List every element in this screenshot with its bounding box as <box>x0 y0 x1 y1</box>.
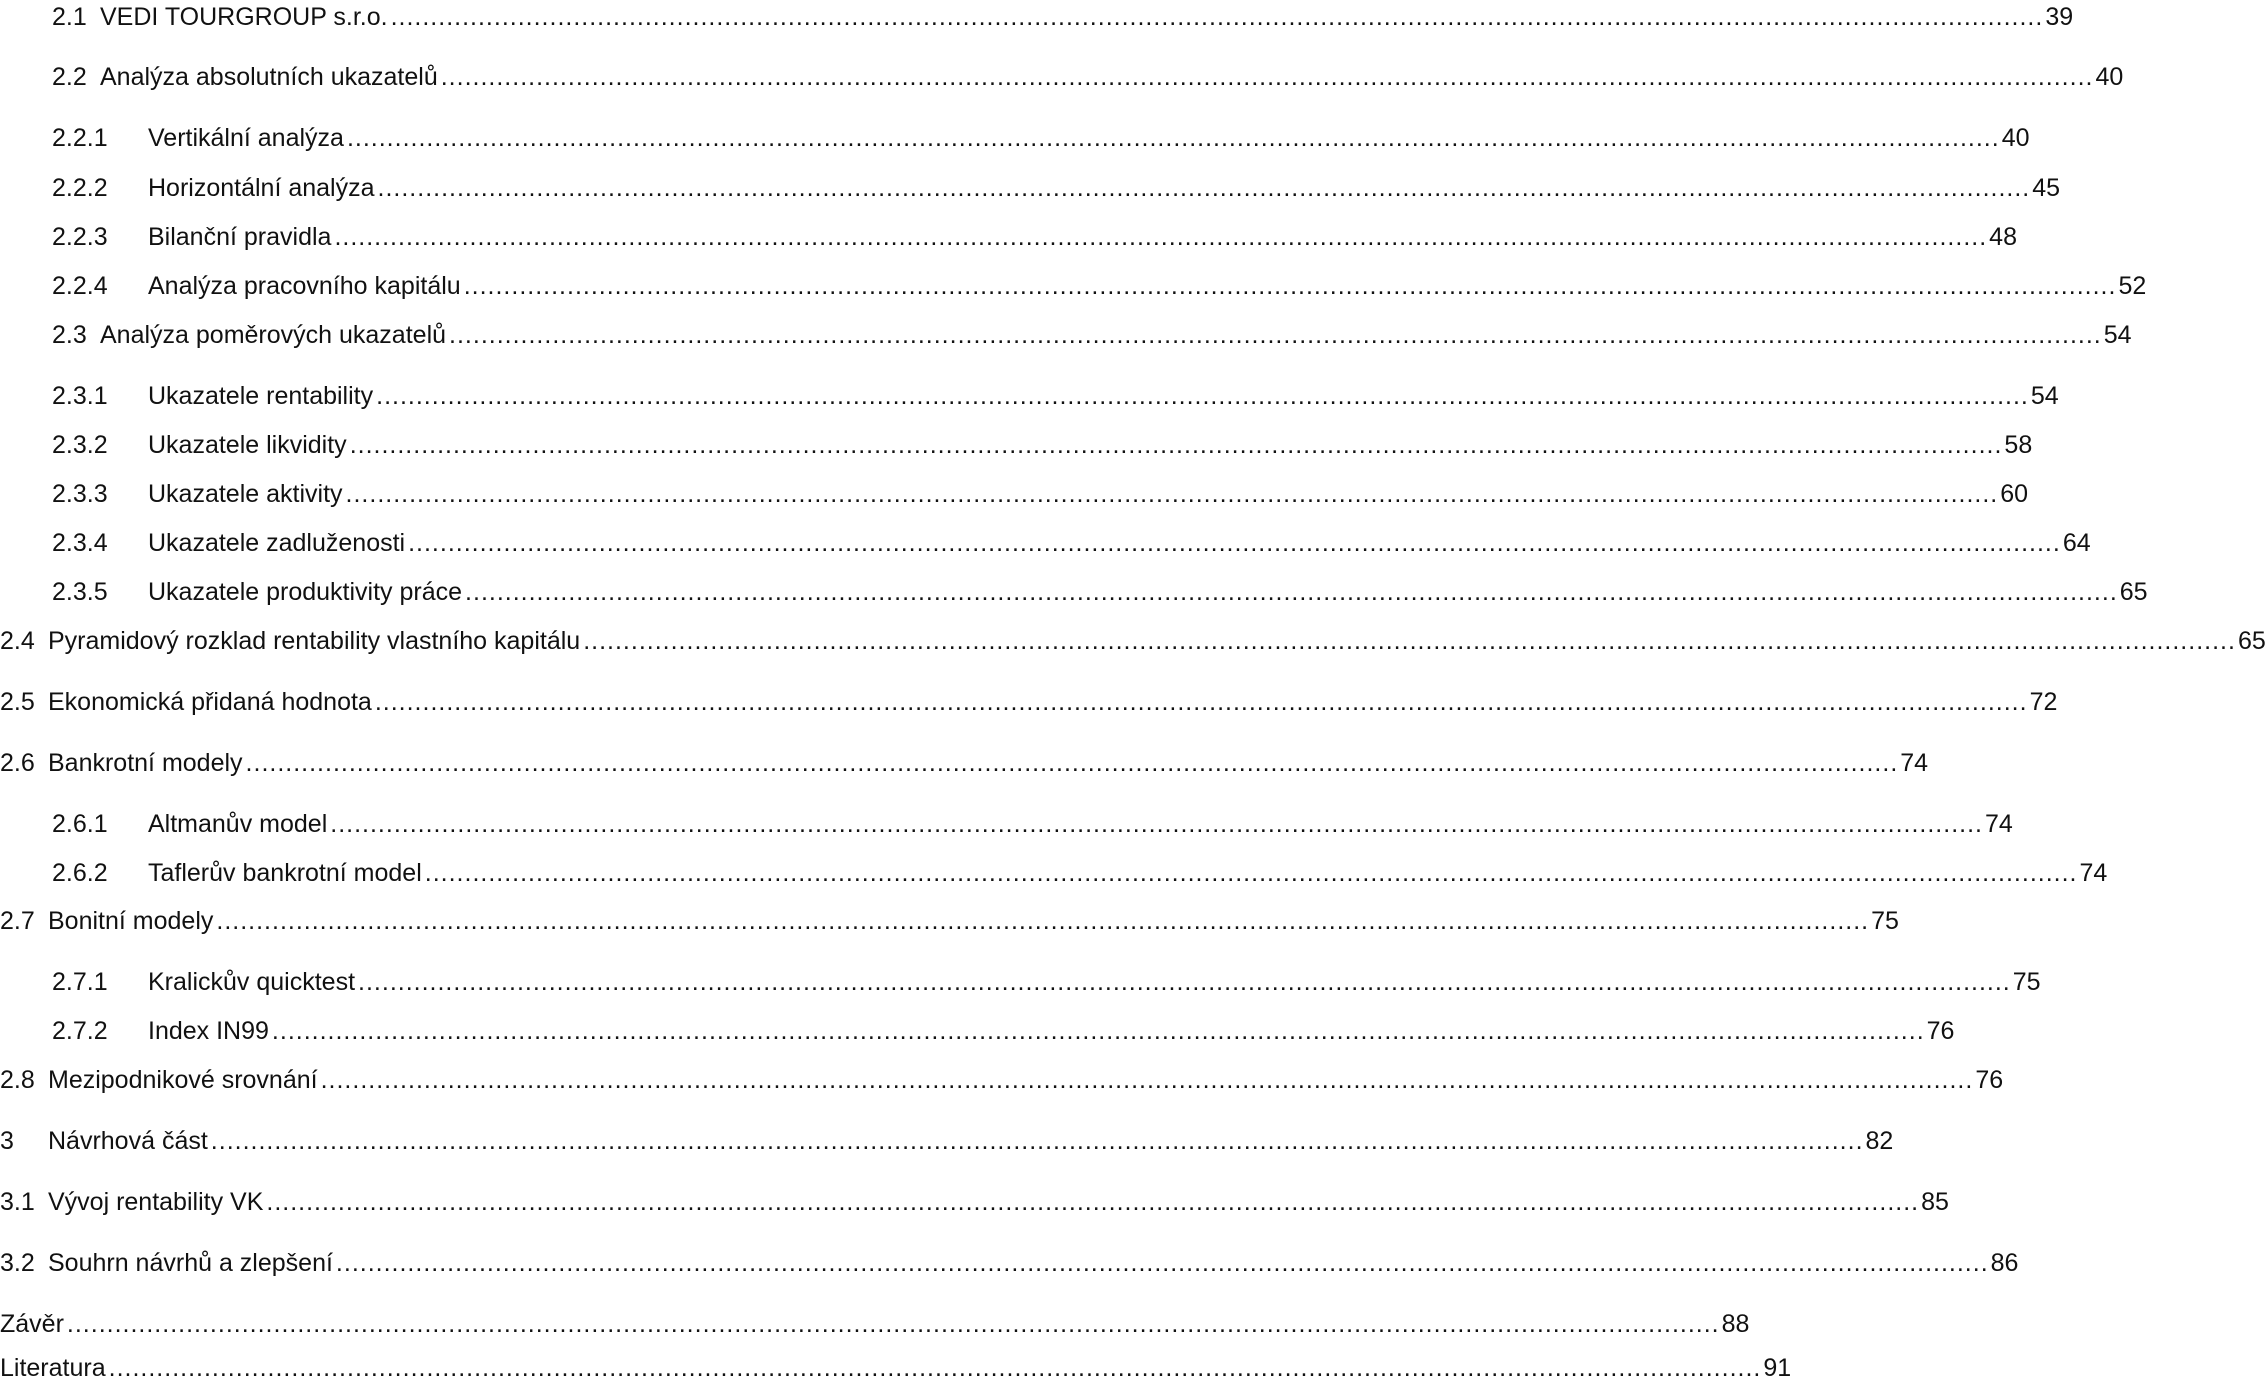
toc-entry[interactable] <box>0 567 2148 607</box>
toc-entry-number: 2.3 <box>52 321 87 349</box>
toc-entry-number: 2.6.2 <box>52 859 108 887</box>
toc-dot-leader <box>391 2 2044 32</box>
toc-dot-leader <box>347 123 2000 153</box>
toc-entry-number: 2.6.1 <box>52 810 108 838</box>
toc-entry-page: 52 <box>2118 272 2147 300</box>
toc-dot-leader <box>334 222 1987 252</box>
toc-entry-number: 2.3.5 <box>52 578 108 606</box>
toc-dot-leader <box>408 528 2061 558</box>
toc-entry[interactable] <box>0 420 2033 460</box>
toc-entry-page: 76 <box>1975 1066 2004 1094</box>
toc-entry-title: Vertikální analýza <box>148 124 344 152</box>
toc-dot-leader <box>464 271 2117 301</box>
toc-entry-title: VEDI TOURGROUP s.r.o. <box>100 3 388 31</box>
toc-dot-leader <box>465 577 2118 607</box>
toc-dot-leader <box>346 479 1999 509</box>
toc-dot-leader <box>266 1187 1919 1217</box>
toc-entry-title: Literatura <box>0 1354 106 1382</box>
toc-entry[interactable] <box>0 261 2147 301</box>
toc-entry[interactable] <box>0 1116 1894 1156</box>
toc-entry-title: Ekonomická přidaná hodnota <box>48 688 372 716</box>
toc-dot-leader <box>358 967 2011 997</box>
toc-dot-leader <box>375 687 2028 717</box>
toc-dot-leader <box>67 1309 1720 1339</box>
toc-entry[interactable] <box>0 738 1929 778</box>
toc-entry-number: 2.8 <box>0 1066 35 1094</box>
toc-entry-title: Bankrotní modely <box>48 749 243 777</box>
toc-entry-title: Ukazatele zadluženosti <box>148 529 406 557</box>
toc-entry-page: 86 <box>1990 1249 2019 1277</box>
toc-entry-number: 2.6 <box>0 749 35 777</box>
toc-dot-leader <box>246 748 1899 778</box>
toc-entry-page: 58 <box>2004 431 2033 459</box>
toc-entry-number: 2.7.1 <box>52 968 108 996</box>
toc-entry[interactable] <box>0 1238 2019 1278</box>
toc-dot-leader <box>336 1248 1989 1278</box>
toc-entry[interactable] <box>0 371 2059 411</box>
toc-dot-leader <box>330 809 1983 839</box>
toc-entry-page: 54 <box>2030 382 2059 410</box>
toc-entry-title: Ukazatele aktivity <box>148 480 343 508</box>
toc-entry-page: 65 <box>2237 627 2266 655</box>
toc-entry[interactable] <box>0 113 2030 153</box>
toc-entry-number: 3 <box>0 1127 14 1155</box>
toc-dot-leader <box>583 626 2236 656</box>
toc-entry-title: Mezipodnikové srovnání <box>48 1066 318 1094</box>
toc-entry-number: 2.3.3 <box>52 480 108 508</box>
toc-entry-title: Návrhová část <box>48 1127 208 1155</box>
toc-entry-page: 74 <box>2079 859 2108 887</box>
toc-entry[interactable] <box>0 1006 1955 1046</box>
toc-entry-page: 39 <box>2045 3 2074 31</box>
toc-dot-leader <box>211 1126 1864 1156</box>
toc-entry-title: Pyramidový rozklad rentability vlastního kapitálu <box>48 627 581 655</box>
toc-entry-title: Kralickův quicktest <box>148 968 356 996</box>
toc-entry-number: 2.3.1 <box>52 382 108 410</box>
toc-entry[interactable] <box>0 518 2091 558</box>
toc-entry-number: 2.2.1 <box>52 124 108 152</box>
toc-entry-title: Horizontální analýza <box>148 174 375 202</box>
toc-entry-page: 72 <box>2029 688 2058 716</box>
toc-entry[interactable] <box>0 310 2132 350</box>
toc-entry[interactable] <box>0 1343 1792 1383</box>
toc-entry[interactable] <box>0 469 2029 509</box>
toc-entry-number: 3.1 <box>0 1188 35 1216</box>
toc-entry-page: 75 <box>2012 968 2041 996</box>
toc-entry-page: 40 <box>2095 63 2124 91</box>
toc-entry-number: 2.2.4 <box>52 272 108 300</box>
toc-dot-leader <box>109 1353 1762 1383</box>
toc-entry-title: Altmanův model <box>148 810 328 838</box>
toc-entry-page: 60 <box>2000 480 2029 508</box>
toc-dot-leader <box>376 381 2029 411</box>
toc-dot-leader <box>425 858 2078 888</box>
toc-dot-leader <box>350 430 2003 460</box>
toc-entry[interactable] <box>0 52 2124 92</box>
toc-entry-title: Závěr <box>0 1310 64 1338</box>
toc-entry-title: Ukazatele rentability <box>148 382 374 410</box>
toc-entry-title: Analýza poměrových ukazatelů <box>100 321 447 349</box>
toc-entry[interactable] <box>0 896 1899 936</box>
toc-entry[interactable] <box>0 163 2061 203</box>
toc-entry-page: 74 <box>1984 810 2013 838</box>
toc-entry-number: 2.4 <box>0 627 35 655</box>
toc-entry-page: 65 <box>2119 578 2148 606</box>
toc-entry-page: 85 <box>1921 1188 1949 1216</box>
toc-entry-title: Analýza pracovního kapitálu <box>148 272 461 300</box>
toc-entry-title: Taflerův bankrotní model <box>148 859 422 887</box>
toc-entry-page: 75 <box>1871 907 1899 935</box>
toc-entry-page: 45 <box>2032 174 2061 202</box>
toc-dot-leader <box>272 1016 1925 1046</box>
toc-dot-leader <box>441 62 2094 92</box>
toc-entry-page: 74 <box>1900 749 1929 777</box>
toc-entry[interactable] <box>0 799 2013 839</box>
toc-entry-page: 76 <box>1926 1017 1955 1045</box>
toc-dot-leader <box>216 906 1869 936</box>
toc-entry-title: Bonitní modely <box>48 907 214 935</box>
toc-entry-number: 2.5 <box>0 688 35 716</box>
toc-dot-leader <box>449 320 2102 350</box>
toc-entry-number: 2.1 <box>52 3 87 31</box>
toc-entry-page: 40 <box>2001 124 2030 152</box>
toc-entry-number: 2.2 <box>52 63 87 91</box>
toc-entry-page: 91 <box>1763 1354 1792 1382</box>
toc-entry-page: 82 <box>1865 1127 1894 1155</box>
toc-entry-number: 3.2 <box>0 1249 35 1277</box>
toc-entry-page: 64 <box>2062 529 2091 557</box>
toc-entry-number: 2.7 <box>0 907 35 935</box>
toc-entry-number: 2.3.4 <box>52 529 108 557</box>
toc-dot-leader <box>378 173 2031 203</box>
toc-entry[interactable] <box>0 957 2041 997</box>
toc-entry-page: 88 <box>1721 1310 1750 1338</box>
toc-entry-title: Ukazatele likvidity <box>148 431 347 459</box>
toc-entry[interactable] <box>0 1177 1949 1217</box>
toc-entry-number: 2.3.2 <box>52 431 108 459</box>
toc-entry-title: Index IN99 <box>148 1017 269 1045</box>
toc-entry-page: 48 <box>1989 223 2017 251</box>
toc-entry-title: Bilanční pravidla <box>148 223 332 251</box>
toc-entry[interactable] <box>0 1299 1750 1339</box>
toc-entry[interactable] <box>0 0 2074 32</box>
toc-entry[interactable] <box>0 212 2017 252</box>
toc-entry[interactable] <box>0 848 2108 888</box>
toc-entry-page: 54 <box>2103 321 2132 349</box>
toc-entry-number: 2.2.3 <box>52 223 108 251</box>
toc-entry-number: 2.7.2 <box>52 1017 108 1045</box>
toc-entry-title: Vývoj rentability VK <box>48 1188 264 1216</box>
toc-entry-title: Ukazatele produktivity práce <box>148 578 463 606</box>
toc-entry[interactable] <box>0 1055 2004 1095</box>
toc-entry[interactable] <box>0 677 2058 717</box>
toc-entry-number: 2.2.2 <box>52 174 108 202</box>
toc-entry[interactable] <box>0 616 2266 656</box>
toc-entry-title: Souhrn návrhů a zlepšení <box>48 1249 333 1277</box>
toc-entry-title: Analýza absolutních ukazatelů <box>100 63 438 91</box>
toc-dot-leader <box>321 1065 1974 1095</box>
